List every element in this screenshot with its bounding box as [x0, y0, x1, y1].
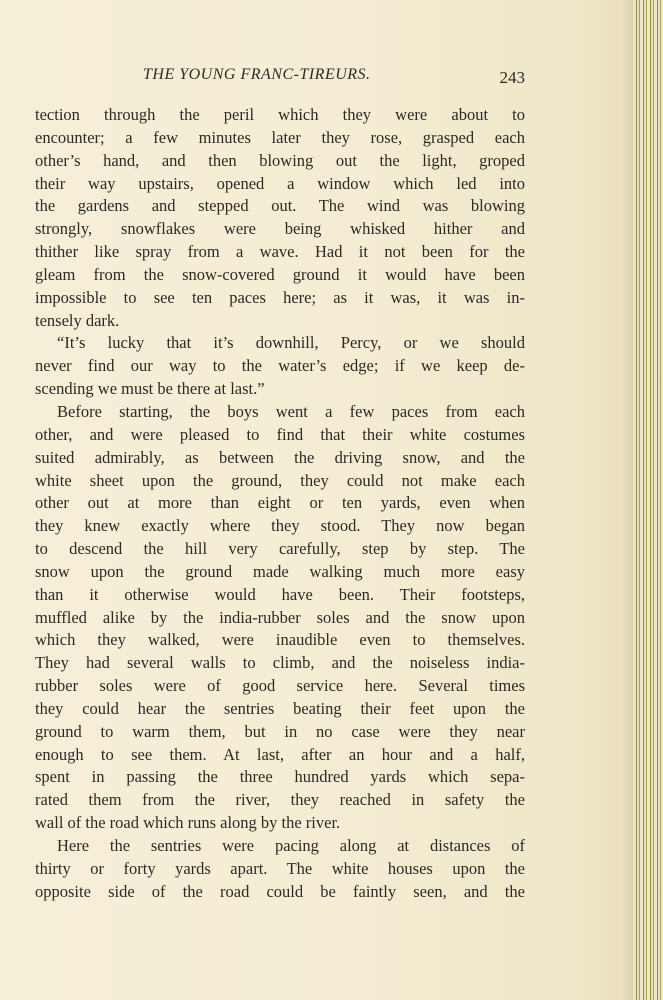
- text-line: impossible to see ten paces here; as it was, it was in-: [35, 287, 525, 307]
- text-line: spent in passing the three hundred yards which sepa-: [35, 767, 525, 787]
- text-line: rubber soles were of good service here. Several times: [35, 676, 525, 696]
- text-line: Before starting, the boys went a few paces from each: [57, 401, 525, 421]
- page-header: [35, 64, 525, 88]
- text-line: thirty or forty yards apart. The white houses upon the: [35, 858, 525, 878]
- text-line: the gardens and stepped out. The wind was blowing: [35, 196, 525, 216]
- text-line: rated them from the river, they reached in safety the: [35, 790, 525, 810]
- text-line: tensely dark.: [35, 310, 120, 330]
- running-title: THE YOUNG FRANC-TIREURS.: [143, 66, 371, 83]
- text-line: wall of the road which runs along by the river.: [35, 813, 341, 833]
- page-number: 243: [499, 68, 525, 87]
- text-line: scending we must be there at last.”: [35, 379, 265, 399]
- text-line: thither like spray from a wave. Had it not been for the: [35, 242, 525, 262]
- text-line: encounter; a few minutes later they rose, grasped each: [35, 127, 525, 147]
- text-line: they could hear the sentries beating their feet upon the: [35, 698, 525, 718]
- text-line: which they walked, were inaudible even to themselves.: [35, 630, 525, 650]
- text-line: to descend the hill very carefully, step by step. The: [35, 539, 525, 559]
- text-line: than it otherwise would have been. Their footsteps,: [35, 584, 525, 604]
- text-line: other out at more than eight or ten yards, even when: [35, 493, 525, 513]
- text-line: they knew exactly where they stood. They now began: [35, 516, 525, 536]
- text-line: They had several walls to climb, and the noiseless india-: [35, 653, 525, 673]
- page-edge-stack: [633, 0, 663, 1000]
- text-line: white sheet upon the ground, they could not make each: [35, 470, 525, 490]
- text-line: suited admirably, as between the driving snow, and the: [35, 447, 525, 467]
- text-line: muffled alike by the india-rubber soles and the snow upon: [35, 607, 525, 627]
- text-line: their way upstairs, opened a window which led into: [35, 173, 525, 193]
- text-line: never find our way to the water’s edge; if we keep de-: [35, 356, 525, 376]
- text-line: “It’s lucky that it’s downhill, Percy, or we should: [57, 333, 525, 353]
- text-line: Here the sentries were pacing along at distances of: [57, 836, 525, 855]
- page-gutter-shadow: [623, 0, 633, 1000]
- text-line: gleam from the snow-covered ground it would have been: [35, 264, 525, 284]
- body-text: [35, 104, 525, 904]
- text-line: snow upon the ground made walking much more easy: [35, 561, 525, 581]
- text-line: enough to see them. At last, after an hour and a half,: [35, 744, 525, 764]
- text-line: other, and were pleased to find that their white costumes: [35, 424, 525, 444]
- text-line: tection through the peril which they were about to: [35, 105, 525, 124]
- text-line: ground to warm them, but in no case were they near: [35, 721, 525, 741]
- text-line: opposite side of the road could be faintly seen, and the: [35, 881, 525, 901]
- text-line: strongly, snowflakes were being whisked hither and: [35, 219, 525, 239]
- text-line: other’s hand, and then blowing out the light, groped: [35, 150, 525, 170]
